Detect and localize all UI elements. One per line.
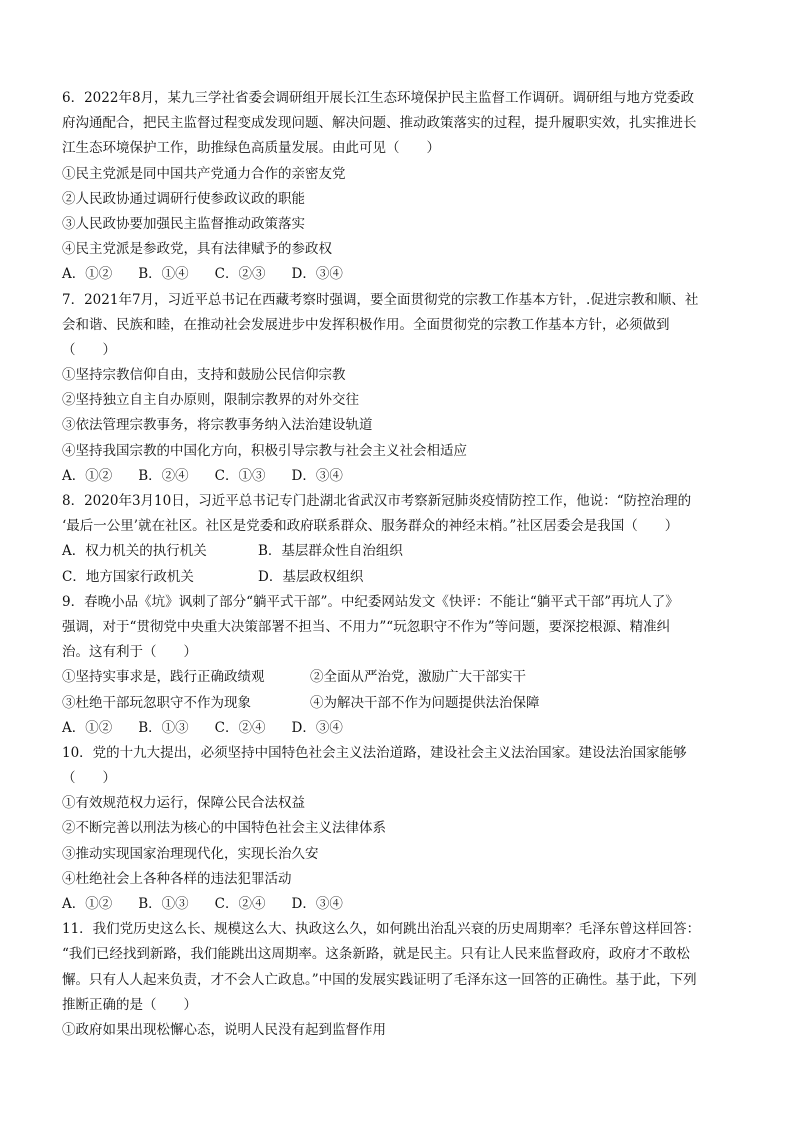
question-stem bbox=[62, 741, 737, 791]
stem-line: （ ） bbox=[62, 341, 116, 358]
choice-a[interactable]: A．①② bbox=[62, 896, 113, 912]
statement-item: ④民主党派是参政党，具有法律赋予的参政权 bbox=[62, 241, 332, 258]
question-stem bbox=[62, 86, 737, 162]
choice-c[interactable]: C．地方国家行政机关 bbox=[62, 568, 194, 585]
question-stem bbox=[62, 590, 737, 666]
question-8 bbox=[62, 489, 737, 590]
answer-choices bbox=[62, 892, 737, 917]
stem-line: 7．2021年7月，习近平总书记在西藏考察时强调，要全面贯彻党的宗教工作基本方针，.促进宗教和顺、社 bbox=[62, 291, 699, 308]
statement-item: ③人民政协要加强民主监督推动政策落实 bbox=[62, 215, 305, 232]
stem-line: 江生态环境保护工作，助推绿色高质量发展。由此可见（ ） bbox=[62, 140, 440, 157]
statement-item: ②不断完善以刑法为核心的中国特色社会主义法律体系 bbox=[62, 820, 386, 837]
stem-line: 8．2020年3月10日，习近平总书记专门赴湖北省武汉市考察新冠肺炎疫情防控工作，他说：“防控治理的 bbox=[62, 493, 692, 509]
choice-c[interactable]: C．②④ bbox=[214, 719, 266, 736]
choice-d[interactable]: D．③④ bbox=[291, 719, 343, 736]
choice-b[interactable]: B．①④ bbox=[138, 266, 189, 283]
statement-item: ①政府如果出现松懈心态，说明人民没有起到监督作用 bbox=[62, 1021, 386, 1038]
statement-item: ③杜绝干部玩忽职守不作为现象 bbox=[62, 694, 251, 711]
choice-a[interactable]: A．①② bbox=[62, 719, 113, 736]
choice-c[interactable]: C．②③ bbox=[214, 266, 266, 283]
stem-line: 治。这有利于（ ） bbox=[62, 644, 197, 661]
statement-item: ②人民政协通过调研行使参政议政的职能 bbox=[62, 190, 305, 207]
choice-b[interactable]: B．②④ bbox=[138, 467, 189, 484]
choice-d[interactable]: D．③④ bbox=[291, 896, 343, 912]
statement-item: ④坚持我国宗教的中国化方向，积极引导宗教与社会主义社会相适应 bbox=[62, 442, 467, 459]
question-stem bbox=[62, 917, 737, 1018]
answer-choices bbox=[62, 539, 737, 564]
statement-item: ③依法管理宗教事务，将宗教事务纳入法治建设轨道 bbox=[62, 417, 373, 434]
statement-item: ②坚持独立自主自办原则，限制宗教界的对外交往 bbox=[62, 392, 359, 409]
choice-c[interactable]: C．①③ bbox=[214, 467, 266, 484]
question-7 bbox=[62, 288, 737, 490]
choice-d[interactable]: D．③④ bbox=[291, 266, 343, 283]
statement-item: ②全面从严治党，激励广大干部实干 bbox=[310, 669, 526, 686]
choice-a[interactable]: A．权力机关的执行机关 bbox=[62, 543, 207, 560]
choice-d[interactable]: D．③④ bbox=[291, 467, 343, 484]
stem-line: 会和谐、民族和睦，在推动社会发展进步中发挥积极作用。全面贯彻党的宗教工作基本方针，必须做到 bbox=[62, 316, 670, 333]
statement-pair bbox=[62, 691, 737, 716]
statement-pair bbox=[62, 665, 737, 690]
question-11 bbox=[62, 917, 737, 1043]
stem-line: 11．我们党历史这么长、规模这么大、执政这么久，如何跳出治乱兴衰的历史周期率？毛泽东曾这样回答： bbox=[62, 921, 701, 938]
statement-item: ④为解决干部不作为问题提供法治保障 bbox=[310, 694, 540, 711]
choice-b[interactable]: B．基层群众性自治组织 bbox=[258, 543, 403, 560]
answer-choices bbox=[62, 716, 737, 741]
choice-b[interactable]: B．①③ bbox=[138, 719, 189, 736]
stem-line: 6．2022年8月，某九三学社省委会调研组开展长江生态环境保护民主监督工作调研。调研组与地方党委政 bbox=[62, 90, 695, 106]
choice-b[interactable]: B．①③ bbox=[138, 896, 189, 912]
choice-d[interactable]: D．基层政权组织 bbox=[258, 568, 364, 585]
question-stem bbox=[62, 288, 737, 364]
choice-a[interactable]: A．①② bbox=[62, 266, 113, 283]
stem-line: “我们已经找到新路，我们能跳出这周期率。这条新路，就是民主。只有让人民来监督政府，政府才不敢松 bbox=[62, 946, 690, 963]
answer-choices bbox=[62, 464, 737, 489]
statement-item: ①民主党派是同中国共产党通力合作的亲密友党 bbox=[62, 165, 346, 182]
stem-line: 强调，对于“贯彻党中央重大决策部署不担当、不用力”“玩忽职守不作为”等问题，要深挖根源、精准纠 bbox=[62, 618, 671, 635]
answer-choices bbox=[62, 262, 737, 287]
statement-item: ①坚持实事求是，践行正确政绩观 bbox=[62, 669, 265, 686]
stem-line: ‘最后一公里’就在社区。社区是党委和政府联系群众、服务群众的神经末梢。”社区居委会是我国（ ） bbox=[62, 518, 679, 535]
question-stem bbox=[62, 489, 737, 539]
statement-item: ①有效规范权力运行，保障公民合法权益 bbox=[62, 795, 305, 812]
choice-a[interactable]: A．①② bbox=[62, 467, 113, 484]
question-9 bbox=[62, 590, 737, 741]
choice-c[interactable]: C．②④ bbox=[214, 896, 266, 912]
stem-line: 10．党的十九大提出，必须坚持中国特色社会主义法治道路，建设社会主义法治国家。建设法治国家能够 bbox=[62, 744, 687, 761]
stem-line: （ ） bbox=[62, 770, 116, 787]
question-6 bbox=[62, 86, 737, 288]
exam-page bbox=[62, 86, 737, 1043]
question-10 bbox=[62, 741, 737, 917]
stem-line: 懈。只有人人起来负责，才不会人亡政息。”中国的发展实践证明了毛泽东这一回答的正确性。基于此，下列 bbox=[62, 971, 697, 988]
stem-line: 9．春晚小品《坑》讽刺了部分“躺平式干部”。中纪委网站发文《快评：不能让“躺平式干部”再坑人了》 bbox=[62, 593, 679, 610]
answer-choices bbox=[62, 565, 737, 590]
stem-line: 推断正确的是（ ） bbox=[62, 996, 197, 1013]
statement-item: ④杜绝社会上各种各样的违法犯罪活动 bbox=[62, 870, 292, 887]
stem-line: 府沟通配合，把民主监督过程变成发现问题、解决问题、推动政策落实的过程，提升履职实效，扎实推进长 bbox=[62, 115, 697, 132]
statement-item: ③推动实现国家治理现代化，实现长治久安 bbox=[62, 845, 319, 862]
statement-item: ①坚持宗教信仰自由，支持和鼓励公民信仰宗教 bbox=[62, 367, 346, 384]
